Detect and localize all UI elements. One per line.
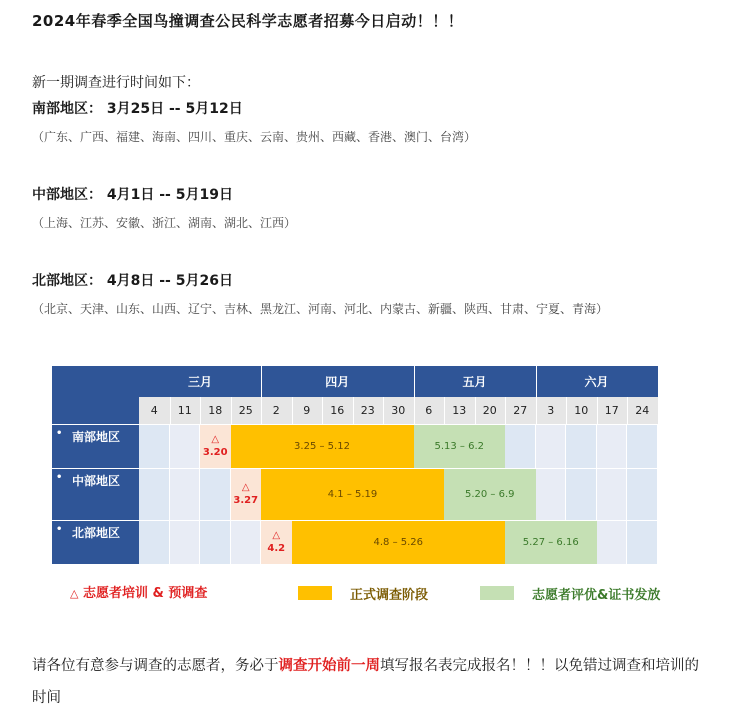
row-label-text: 北部地区 [72, 526, 121, 540]
grid-line [353, 397, 354, 424]
grid-cell [536, 468, 567, 520]
bullet-icon: • [56, 428, 63, 439]
region-north-provinces: （北京、天津、山东、山西、辽宁、吉林、黑龙江、河南、河北、内蒙古、新疆、陕西、甘肃、宁夏、青海） [32, 302, 609, 316]
training-cell [261, 520, 292, 564]
day-tick: 20 [475, 397, 506, 424]
day-tick: 10 [566, 397, 597, 424]
formal-phase-bar: 4.8 – 5.26 [292, 520, 506, 564]
legend-training [70, 582, 207, 601]
row-divider [52, 520, 658, 521]
month-header: 三月 [139, 366, 261, 397]
grid-cell [200, 468, 231, 520]
row-divider [52, 468, 658, 469]
grid-line [444, 397, 445, 424]
day-tick: 25 [231, 397, 262, 424]
day-tick: 16 [322, 397, 353, 424]
grid-cell [627, 520, 658, 564]
intro-text: 新一期调查进行时间如下： [32, 75, 200, 91]
region-label: 北部地区： [32, 273, 102, 289]
day-tick: 4 [139, 397, 170, 424]
grid-line [475, 397, 476, 424]
grid-cell [505, 424, 536, 468]
triangle-icon: △ [272, 530, 281, 541]
training-date: 4.2 [267, 543, 286, 554]
day-tick: 2 [261, 397, 292, 424]
footer-before: 请各位有意参与调查的志愿者，务必于 [32, 658, 279, 674]
training-date: 3.27 [233, 495, 259, 506]
region-row-label [52, 424, 139, 468]
legend-formal-swatch [298, 586, 332, 600]
page-title: 2024年春季全国鸟撞调查公民科学志愿者招募今日启动！！！ [32, 12, 464, 30]
day-tick: 11 [170, 397, 201, 424]
row-label-text: 中部地区 [72, 474, 121, 488]
grid-cell [139, 424, 170, 468]
grid-line [627, 397, 628, 424]
grid-cell [597, 424, 628, 468]
bullet-icon: • [56, 472, 63, 483]
region-row-label [52, 468, 139, 520]
grid-line [261, 397, 262, 424]
grid-cell [627, 424, 658, 468]
region-north-heading [32, 270, 233, 290]
day-tick: 17 [597, 397, 628, 424]
grid-cell [627, 468, 658, 520]
region-label: 中部地区： [32, 187, 102, 203]
region-central-provinces: （上海、江苏、安徽、浙江、湖南、湖北、江西） [32, 216, 297, 230]
training-cell [231, 468, 262, 520]
grid-cell [566, 468, 597, 520]
grid-cell [139, 468, 170, 520]
region-dates: 4月1日 -- 5月19日 [106, 187, 233, 203]
grid-cell [200, 520, 231, 564]
row-divider [52, 424, 658, 425]
month-header: 五月 [414, 366, 536, 397]
month-divider [536, 366, 537, 397]
grid-cell [139, 520, 170, 564]
grid-cell [566, 424, 597, 468]
grid-cell [597, 520, 628, 564]
day-tick: 18 [200, 397, 231, 424]
month-header: 四月 [261, 366, 414, 397]
evaluation-phase-bar: 5.27 – 6.16 [505, 520, 597, 564]
region-central-heading [32, 184, 233, 204]
region-south-provinces: （广东、广西、福建、海南、四川、重庆、云南、贵州、西藏、香港、澳门、台湾） [32, 130, 477, 144]
grid-line [597, 397, 598, 424]
training-date: 3.20 [202, 447, 228, 458]
grid-cell [170, 424, 201, 468]
day-tick: 3 [536, 397, 567, 424]
day-tick: 23 [353, 397, 384, 424]
grid-line [170, 397, 171, 424]
grid-cell [231, 520, 262, 564]
day-tick: 27 [505, 397, 536, 424]
region-dates: 4月8日 -- 5月26日 [106, 273, 233, 289]
schedule-chart [52, 366, 662, 565]
grid-line [322, 397, 323, 424]
grid-line [505, 397, 506, 424]
grid-line [566, 397, 567, 424]
bullet-icon: • [56, 524, 63, 535]
footer-after: 填写报名表完成报名！！！以免错过调查和培训的时间 [32, 658, 699, 706]
grid-line [292, 397, 293, 424]
grid-line [231, 397, 232, 424]
region-south-heading [32, 98, 243, 118]
formal-phase-bar: 3.25 – 5.12 [231, 424, 414, 468]
day-tick: 24 [627, 397, 658, 424]
legend-formal-label: 正式调查阶段 [350, 588, 429, 603]
month-divider [261, 366, 262, 397]
day-tick: 9 [292, 397, 323, 424]
triangle-icon: △ [241, 482, 250, 493]
grid-line [414, 397, 415, 424]
footer-highlight: 调查开始前一周 [278, 658, 380, 674]
day-tick: 6 [414, 397, 445, 424]
training-cell [200, 424, 231, 468]
month-divider [414, 366, 415, 397]
month-header: 六月 [536, 366, 658, 397]
grid-cell [170, 468, 201, 520]
grid-line [536, 397, 537, 424]
grid-line [200, 397, 201, 424]
day-tick: 30 [383, 397, 414, 424]
header-corner [52, 366, 139, 424]
formal-phase-bar: 4.1 – 5.19 [261, 468, 444, 520]
footer-text [32, 650, 712, 714]
evaluation-phase-bar: 5.13 – 6.2 [414, 424, 506, 468]
triangle-icon: △ [211, 434, 220, 445]
row-label-text: 南部地区 [72, 430, 121, 444]
grid-cell [536, 424, 567, 468]
grid-cell [170, 520, 201, 564]
region-label: 南部地区： [32, 101, 102, 117]
day-tick: 13 [444, 397, 475, 424]
triangle-icon: △ [70, 587, 79, 600]
grid-cell [597, 468, 628, 520]
region-row-label [52, 520, 139, 564]
evaluation-phase-bar: 5.20 – 6.9 [444, 468, 536, 520]
grid-line [383, 397, 384, 424]
region-dates: 3月25日 -- 5月12日 [106, 101, 243, 117]
legend-evaluation-label: 志愿者评优&证书发放 [532, 588, 661, 603]
legend-training-label: 志愿者培训 & 预调查 [83, 586, 208, 601]
legend-evaluation-swatch [480, 586, 514, 600]
